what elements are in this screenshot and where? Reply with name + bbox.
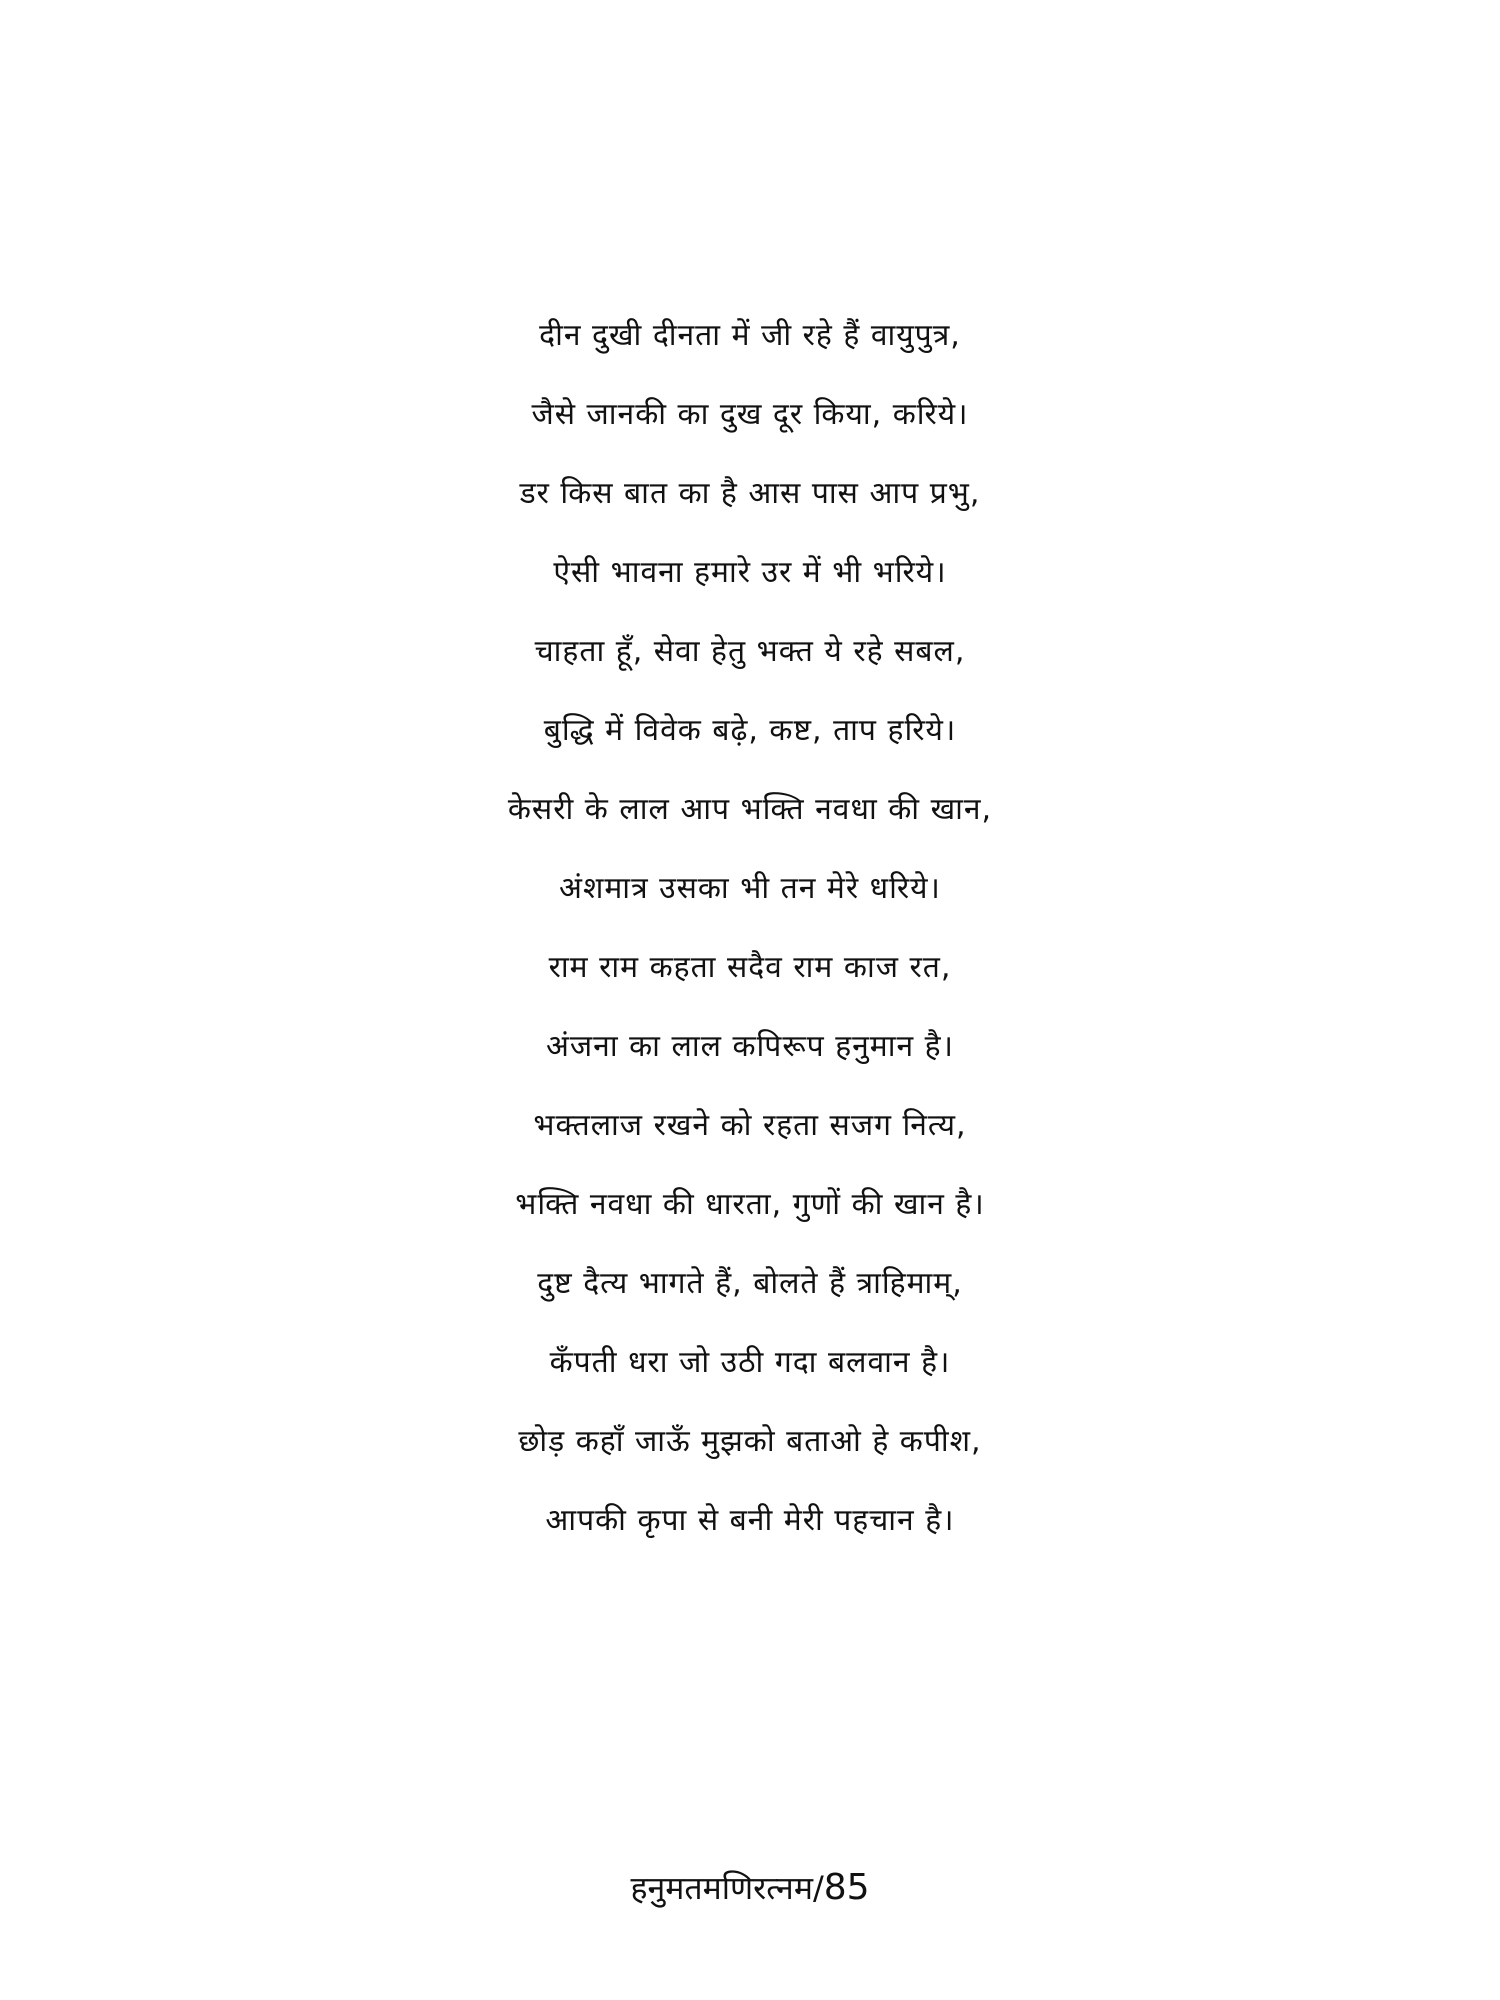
stanza-2: [0, 928, 1500, 1560]
verse-line: बुद्धि में विवेक बढ़े, कष्ट, ताप हरिये।: [543, 713, 957, 748]
footer-separator: /: [812, 1869, 824, 1907]
verse-line: राम राम कहता सदैव राम काज रत,: [548, 950, 952, 985]
verse-line: आपकी कृपा से बनी मेरी पहचान है।: [545, 1503, 955, 1538]
verse-line: भक्ति नवधा की धारता, गुणों की खान है।: [515, 1187, 985, 1222]
verse-line: डर किस बात का है आस पास आप प्रभु,: [519, 476, 981, 511]
page-number: 85: [823, 1867, 870, 1908]
verse-line: केसरी के लाल आप भक्ति नवधा की खान,: [507, 792, 993, 827]
stanza-1: [0, 296, 1500, 928]
verse-line: छोड़ कहाँ जाऊँ मुझको बताओ हे कपीश,: [518, 1424, 982, 1459]
verse-line: अंजना का लाल कपिरूप हनुमान है।: [546, 1029, 954, 1064]
verse-line: भक्तलाज रखने को रहता सजग नित्य,: [533, 1108, 967, 1143]
book-title: हनुमतमणिरत्नम: [630, 1869, 813, 1907]
verse-line: अंशमात्र उसका भी तन मेरे धरिये।: [559, 871, 941, 906]
verse-line: दुष्ट दैत्य भागते हैं, बोलते हैं त्राहिमाम्,: [537, 1266, 963, 1301]
verse-line: कँपती धरा जो उठी गदा बलवान है।: [549, 1345, 951, 1380]
verse-line: दीन दुखी दीनता में जी रहे हैं वायुपुत्र,: [539, 318, 961, 353]
verse-line: ऐसी भावना हमारे उर में भी भरिये।: [553, 555, 947, 590]
verse-line: चाहता हूँ, सेवा हेतु भक्त ये रहे सबल,: [534, 634, 966, 669]
verse-line: जैसे जानकी का दुख दूर किया, करिये।: [531, 397, 969, 432]
page-footer: [0, 1868, 1500, 1908]
